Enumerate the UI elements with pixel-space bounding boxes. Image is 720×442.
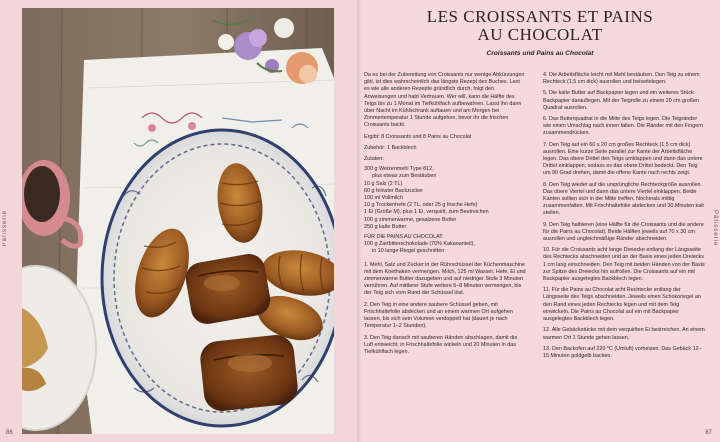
step-13: 13. Den Backofen auf 220 °C (Umluft) vorheizen. Das Gebäck 12–15 Minuten goldgelb backen.	[543, 345, 702, 359]
ingredients-heading: Zutaten:	[364, 156, 384, 163]
step-4: 4. Die Arbeitsfläche leicht mit Mehl bestäuben. Den Teig zu einem Rechteck (1,5 cm dick) ausrollen und beiseitelegen.	[543, 72, 700, 86]
recipe-title	[370, 8, 710, 44]
ingredient-item: plus etwas zum Bestäuben	[372, 173, 437, 180]
step-1: 1. Mehl, Salz und Zucker in der Rührschüssel der Küchenmaschine mit dem Knethaken vermengen. Milch, 125 ml Wasser, Hefe, Ei und zimmerwarme Butter dazugeben und auf niedriger Stufe 3 Minuten verrühren. Auf mittlerer Stufe weitere 5–8 Minuten vermengen, bis der Teig sich vom Rand der Schüssel löst.	[364, 261, 526, 297]
step-8: 8. Den Teig wieder auf die ursprüngliche Rechteckgröße ausrollen. Das obere Viertel und dann das untere Viertel einklappen. Beide Kanten sollten sich in der Mitte treffen. Nochmals mittig zusammenfalten. Mit Frischhaltefolie abdecken und 30 Minuten kalt stellen.	[543, 181, 704, 217]
ingredient-item: 100 g Zartbitterschokolade (70% Kakaoanteil),	[364, 241, 475, 248]
croissant-photo-illustration	[22, 8, 334, 434]
pain-au-chocolat	[199, 333, 300, 412]
step-2: 2. Den Teig in eine andere saubere Schüssel geben, mit Frischhaltefolie abdecken und an einem warmen Ort aufgehen lassen, bis sich sein Volumen verdoppelt hat (dauert je nach Temperatur 1–2 Stunden).	[364, 301, 513, 330]
step-9: 9. Den Teig halbieren (eine Hälfte für die Croissants und die andere für die Pains au Chocolat). Beide Hälften jeweils auf 70 x 30 cm ausrollen und ungleichmäßige Ränder abschneiden.	[543, 221, 704, 243]
recipe-subtitle: Croissants und Pains au Chocolat	[486, 50, 594, 57]
page-number-right: 87	[705, 430, 712, 436]
chocolate-heading: FÜR DIE PAINS AU CHOCOLAT:	[364, 234, 444, 241]
book-spine	[357, 0, 363, 442]
ingredient-item: 1 Ei (Größe M), plus 1 Ei, verquirlt, zum Bestreichen	[364, 209, 489, 216]
step-12: 12. Alle Gebäckstücke mit dem verquirlten Ei bestreichen. An einem warmen Ort 1 Stunde gehen lassen.	[543, 327, 705, 341]
ingredient-item: 300 g Weizenmehl Type 812,	[364, 166, 434, 173]
ingredient-item: in 10 lange Riegel geschnitten	[372, 248, 445, 255]
recipe-title-line1: LES CROISSANTS ET PAINS	[426, 7, 654, 26]
ingredient-item: 100 ml Vollmilch	[364, 195, 403, 202]
page-number-left: 86	[6, 430, 13, 436]
side-label-right: Pâtisserie	[712, 210, 718, 247]
step-10: 10. Für die Croissants acht lange Dreiecke entlang der Längsseite des Rechtecks abschneiden und an der Basis eines jeden Dreiecks 1 cm lang einschneiden. Den Teig mit beiden Händen von der Basis zur Spitze des Dreiecks hin aufrollen. Die Croissants auf ein mit Backpapier ausgelegtes Backblech legen.	[543, 247, 705, 283]
yield-line: Ergibt: 8 Croissants und 8 Pains au Chocolat	[364, 133, 472, 140]
ingredient-item: 10 g Salz (2 TL)	[364, 180, 403, 187]
step-5: 5. Die kalte Butter auf Backpapier legen und ein weiteres Stück Backpapier darauflegen. Mit der Teigrolle zu einem 20 cm großen Quadrat ausrollen.	[543, 90, 700, 111]
intro-paragraph: Da es bei der Zubereitung von Croissants nur wenige Abkürzungen gibt, ist dies wahrscheinlich das längste Rezept des Buches. Lest es wie alle anderen Rezepte gründlich durch, folgt den Anweisungen und habt Vertrauen. Wer will, kann die Hälfte des Teigs bis zu 1 Monat im Tiefkühlfach aufbewahren. Lasst ihn dann über Nacht im Kühlschrank auftauen und am Morgen bei Zimmertemperatur 1 Stunde aufgehen, bevor ihr die frischen Croissants backt.	[364, 72, 525, 129]
text-column-right	[543, 72, 705, 364]
ingredient-item: 10 g Trockenhefe (2 TL, oder 25 g frische Hefe)	[364, 202, 478, 209]
step-3: 3. Den Teig danach mit sauberen Händen abschlagen, damit die Luft entweicht, in Frischhaltefolie wickeln und 20 Minuten in das Tiefkühlfach legen.	[364, 334, 518, 355]
equipment-line: Zubehör: 1 Backblech	[364, 144, 417, 151]
ingredient-item: 100 g zimmerwarme, gesalzene Butter	[364, 216, 457, 223]
ingredient-item: 60 g feinster Backzucker	[364, 187, 424, 194]
ingredients-list	[364, 156, 526, 256]
croissant-photo	[22, 8, 334, 434]
side-label-left: Pâtisserie	[2, 210, 8, 247]
ingredient-item: 250 g kalte Butter	[364, 223, 407, 230]
text-column-left	[364, 72, 526, 360]
step-11: 11. Für die Pains au Chocolat acht Rechtecke entlang der Längsseite des Teigs abschneiden. Jeweils einen Schokoriegel an den Rand eines jeden Rechtecks legen und mit dem Teig einwickeln. Die Pains au Chocolat auf ein mit Backpapier ausgelegtes Backblech legen.	[543, 287, 701, 323]
recipe-title-line2: AU CHOCOLAT	[477, 25, 603, 44]
step-6: 6. Das Butterquadrat in die Mitte des Teigs legen. Die Teigränder wie einen Umschlag nach innen falten. Die Ränder mit den Fingern zusammendrücken.	[543, 116, 704, 137]
step-7: 7. Den Teig auf ein 60 x 20 cm großes Rechteck (1,5 cm dick) ausrollen. Eine kurze Seite parallel zur Kante der Arbeitsfläche legen. Das obere Drittel des Teigs umklappen und dann das untere Drittel einklappen, sodass es das obere Drittel bedeckt. Den Teig um 90 Grad drehen, damit die offene Kante nach rechts zeigt.	[543, 141, 703, 177]
